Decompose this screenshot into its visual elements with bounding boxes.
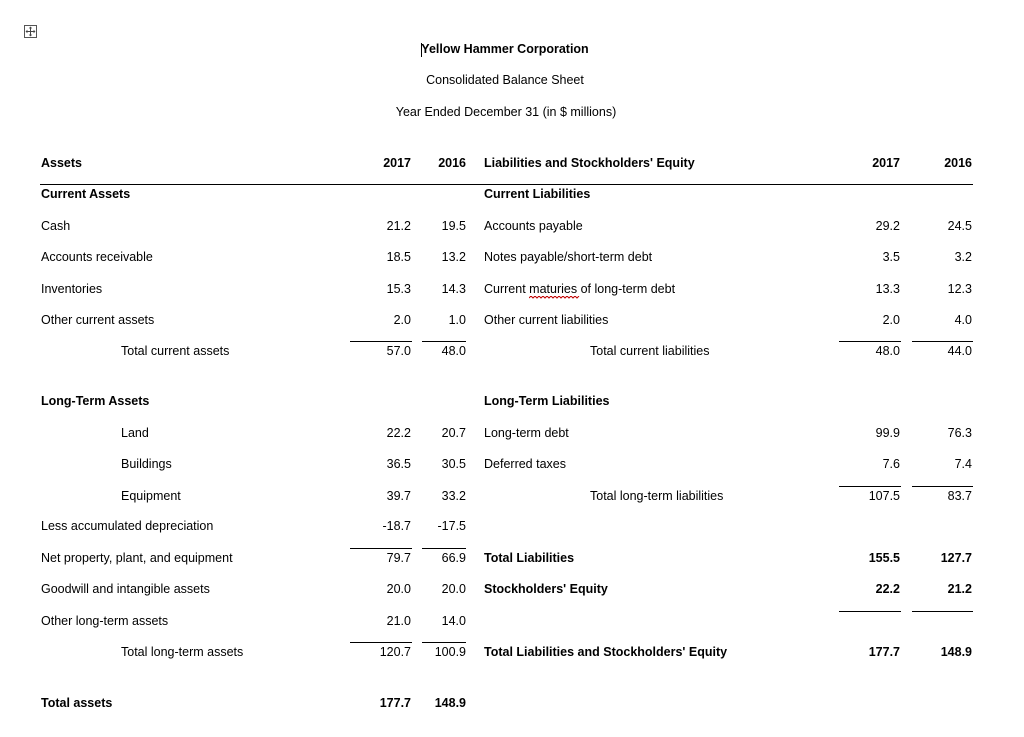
value-2017: 18.5	[386, 250, 411, 264]
liabilities-year-2016: 2016	[944, 156, 972, 170]
value-2016: 20.0	[441, 582, 466, 596]
value-2017: 39.7	[386, 489, 411, 503]
total-liabilities-equity-2017: 177.7	[868, 645, 900, 659]
row-label: Other current liabilities	[484, 313, 609, 327]
total-current-liabilities-2017: 48.0	[875, 344, 900, 358]
subtotal-rule	[839, 486, 901, 487]
total-longterm-liabilities-2016: 83.7	[947, 489, 972, 503]
row-label: Notes payable/short-term debt	[484, 250, 653, 264]
value-2017: 7.6	[882, 457, 900, 471]
subtotal-rule	[912, 611, 973, 612]
total-current-assets-label: Total current assets	[121, 344, 230, 358]
assets-year-2017: 2017	[383, 156, 411, 170]
total-liabilities-2016: 127.7	[940, 551, 972, 565]
row-label-pre: Current	[484, 282, 530, 296]
subtotal-rule	[422, 642, 466, 643]
total-current-liabilities-2016: 44.0	[947, 344, 972, 358]
subtotal-rule	[422, 548, 466, 549]
total-current-assets-2016: 48.0	[441, 344, 466, 358]
row-label: Net property, plant, and equipment	[41, 551, 233, 565]
current-liabilities-heading: Current Liabilities	[484, 187, 591, 201]
row-label: Accounts receivable	[41, 250, 153, 264]
statement-title: Consolidated Balance Sheet	[426, 73, 584, 87]
total-liabilities-equity-label: Total Liabilities and Stockholders' Equity	[484, 645, 728, 659]
total-current-liabilities-label: Total current liabilities	[590, 344, 710, 358]
value-2016: 20.7	[441, 426, 466, 440]
total-longterm-assets-2017: 120.7	[379, 645, 411, 659]
stockholders-equity-label: Stockholders' Equity	[484, 582, 608, 596]
value-2017: 20.0	[386, 582, 411, 596]
total-current-assets-2017: 57.0	[386, 344, 411, 358]
subtotal-rule	[350, 642, 412, 643]
liabilities-year-2017: 2017	[872, 156, 900, 170]
row-label: Inventories	[41, 282, 103, 296]
row-label: Long-term debt	[484, 426, 569, 440]
value-2017: 36.5	[386, 457, 411, 471]
value-2016: 4.0	[954, 313, 972, 327]
value-2016: 33.2	[441, 489, 466, 503]
total-liabilities-label: Total Liabilities	[484, 551, 575, 565]
row-label: Other current assets	[41, 313, 155, 327]
subtotal-rule	[350, 548, 412, 549]
row-label: Buildings	[121, 457, 172, 471]
value-2016: 12.3	[947, 282, 972, 296]
total-assets-2017: 177.7	[379, 696, 411, 710]
total-assets-2016: 148.9	[434, 696, 466, 710]
row-label: Goodwill and intangible assets	[41, 582, 210, 596]
subtotal-rule	[912, 486, 973, 487]
row-label-post: of long-term debt	[577, 282, 676, 296]
longterm-liabilities-heading: Long-Term Liabilities	[484, 394, 610, 408]
value-2017: 2.0	[393, 313, 411, 327]
assets-year-2016: 2016	[438, 156, 466, 170]
liabilities-heading: Liabilities and Stockholders' Equity	[484, 156, 695, 170]
value-2016: 19.5	[441, 219, 466, 233]
row-label: Accounts payable	[484, 219, 583, 233]
subtotal-rule	[350, 341, 412, 342]
total-longterm-liabilities-label: Total long-term liabilities	[590, 489, 724, 503]
row-label: Cash	[41, 219, 71, 233]
company-name: Yellow Hammer Corporation	[421, 42, 589, 56]
value-2016: -17.5	[437, 519, 466, 533]
value-2016: 14.3	[441, 282, 466, 296]
row-label: Equipment	[121, 489, 181, 503]
header-rule	[40, 184, 973, 185]
value-2017: 22.2	[386, 426, 411, 440]
row-label: Other long-term assets	[41, 614, 169, 628]
total-liabilities-2017: 155.5	[868, 551, 900, 565]
total-longterm-liabilities-2017: 107.5	[868, 489, 900, 503]
value-2016: 30.5	[441, 457, 466, 471]
value-2016: 3.2	[954, 250, 972, 264]
value-2017: 29.2	[875, 219, 900, 233]
value-2016: 14.0	[441, 614, 466, 628]
total-assets-label: Total assets	[41, 696, 113, 710]
value-2016: 13.2	[441, 250, 466, 264]
value-2016: 1.0	[448, 313, 466, 327]
value-2016: 7.4	[954, 457, 972, 471]
misspelled-word-text: maturies	[529, 282, 578, 296]
row-label: Less accumulated depreciation	[41, 519, 214, 533]
value-2017: 79.7	[386, 551, 411, 565]
row-label: Deferred taxes	[484, 457, 566, 471]
statement-period: Year Ended December 31 (in $ millions)	[395, 105, 617, 119]
value-2017: 15.3	[386, 282, 411, 296]
spellcheck-squiggle	[529, 296, 580, 299]
value-2017: 2.0	[882, 313, 900, 327]
value-2017: 21.0	[386, 614, 411, 628]
value-2017: 13.3	[875, 282, 900, 296]
value-2016: 24.5	[947, 219, 972, 233]
value-2017: 99.9	[875, 426, 900, 440]
current-assets-heading: Current Assets	[41, 187, 131, 201]
total-longterm-assets-label: Total long-term assets	[121, 645, 244, 659]
misspelled-word[interactable]	[529, 282, 577, 296]
value-2017: 3.5	[882, 250, 900, 264]
value-2017: -18.7	[382, 519, 411, 533]
value-2017: 21.2	[386, 219, 411, 233]
total-longterm-assets-2016: 100.9	[434, 645, 466, 659]
longterm-assets-heading: Long-Term Assets	[41, 394, 150, 408]
subtotal-rule	[912, 341, 973, 342]
stockholders-equity-2016: 21.2	[947, 582, 972, 596]
row-label: Land	[121, 426, 149, 440]
total-liabilities-equity-2016: 148.9	[940, 645, 972, 659]
value-2016: 76.3	[947, 426, 972, 440]
assets-heading: Assets	[41, 156, 82, 170]
value-2016: 66.9	[441, 551, 466, 565]
subtotal-rule	[839, 341, 901, 342]
table-move-handle-icon[interactable]	[24, 25, 37, 38]
row-label	[484, 283, 675, 296]
subtotal-rule	[839, 611, 901, 612]
subtotal-rule	[422, 341, 466, 342]
stockholders-equity-2017: 22.2	[875, 582, 900, 596]
